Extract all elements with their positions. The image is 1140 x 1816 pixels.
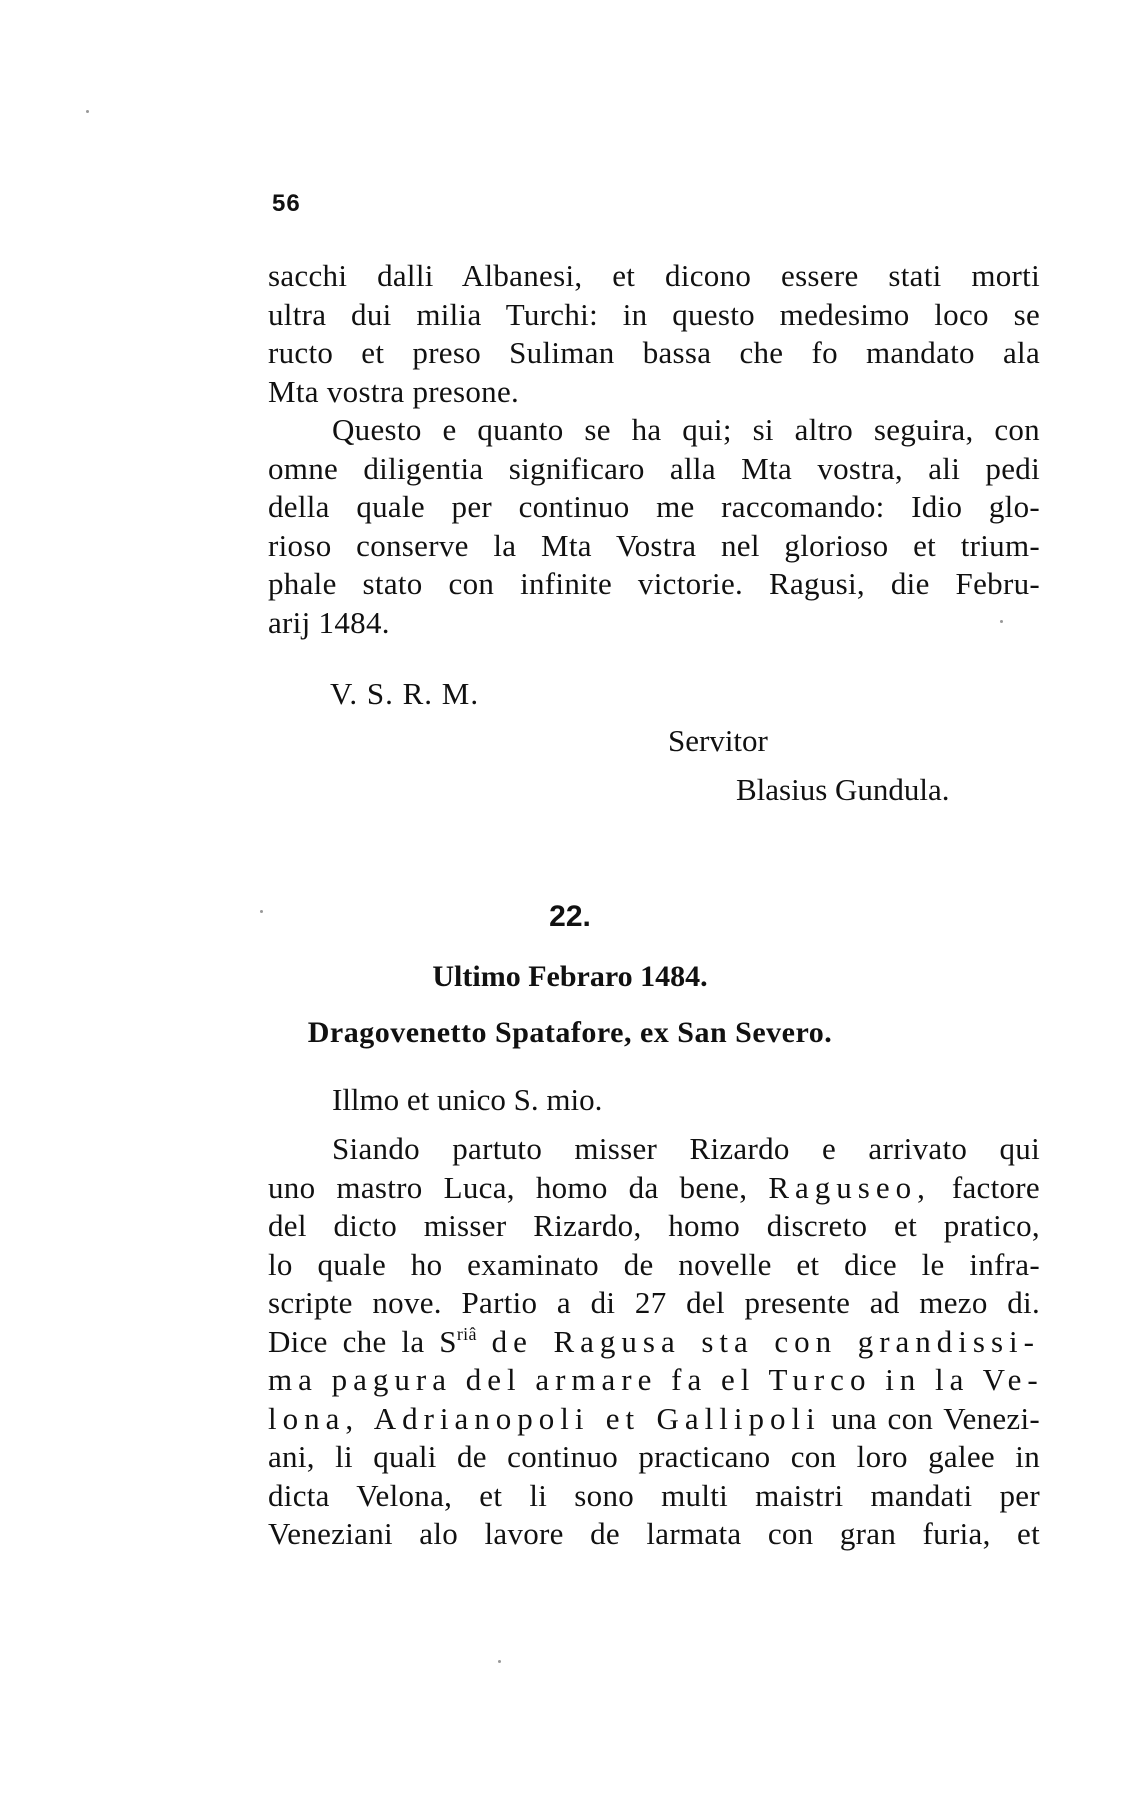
text-line [268,1323,1040,1362]
closing: Servitor [668,723,768,758]
greeting: Illmo et unico S. mio. [332,1082,603,1117]
text-line: omne diligentia significaro alla Mta vostra, ali pedi [268,450,1040,486]
spaced-word: Raguseo, [768,1169,931,1205]
text-line: Siando partuto misser Rizardo e arrivato qui [332,1131,1040,1166]
text-span: una con Venezi- [831,1400,1040,1436]
text-line: ructo et preso Suliman bassa che fo mandato ala [268,335,1040,370]
text-line: dicta Velona, et li sono multi maistri mandati per [268,1477,1040,1513]
text-line: Mta vostra presone. [268,373,520,409]
text-line: Questo e quanto se ha qui; si altro seguira, con [332,412,1040,447]
text-line: ani, li quali de continuo practicano con loro galee in [268,1439,1040,1474]
text-line: phale stato con infinite victorie. Ragusi, die Febru- [268,566,1040,601]
text-line: ultra dui milia Turchi: in questo medesimo loco se [268,296,1040,332]
signature-name: Blasius Gundula. [736,772,950,807]
text-span: Dice che la S [268,1323,457,1359]
text-span: uno mastro Luca, homo da bene, [268,1169,748,1205]
document-date: Ultimo Febraro 1484. [432,960,708,993]
document-number: 22. [549,900,591,933]
text-line: arij 1484. [268,604,390,640]
text-line: rioso conserve la Mta Vostra nel glorioso et trium- [268,527,1040,563]
text-line: ma pagura del armare fa el Turco in la Ve- [268,1362,1044,1397]
text-line: Veneziani alo lavore de larmata con gran furia, et [268,1516,1040,1551]
text-line [268,1400,1040,1439]
spaced-text: de Ragusa sta con grandissi- [491,1323,1040,1359]
text-line: sacchi dalli Albanesi, et dicono essere stati morti [268,258,1040,293]
scan-speck [1000,620,1003,623]
superscript-abbrev: riâ [456,1323,477,1344]
text-line: della quale per continuo me raccomando: Idio glo- [268,489,1040,524]
page-number: 56 [272,190,301,217]
document-author: Dragovenetto Spatafore, ex San Severo. [307,1016,833,1049]
scan-speck [498,1660,501,1663]
scan-speck [86,110,89,113]
spaced-text: lona, Adrianopoli et Gallipoli [268,1400,821,1436]
text-line: del dicto misser Rizardo, homo discreto et pratico, [268,1208,1040,1243]
text-line: lo quale ho examinato de novelle et dice le infra- [268,1246,1040,1282]
letter-body [268,257,1040,642]
text-line: scripte nove. Partio a di 27 del presente ad mezo di. [268,1285,1040,1320]
scan-speck [260,910,263,913]
text-line [268,1169,1040,1208]
text-span: factore [951,1169,1040,1205]
document-body [268,1130,1044,1554]
salutation: V. S. R. M. [330,676,480,711]
